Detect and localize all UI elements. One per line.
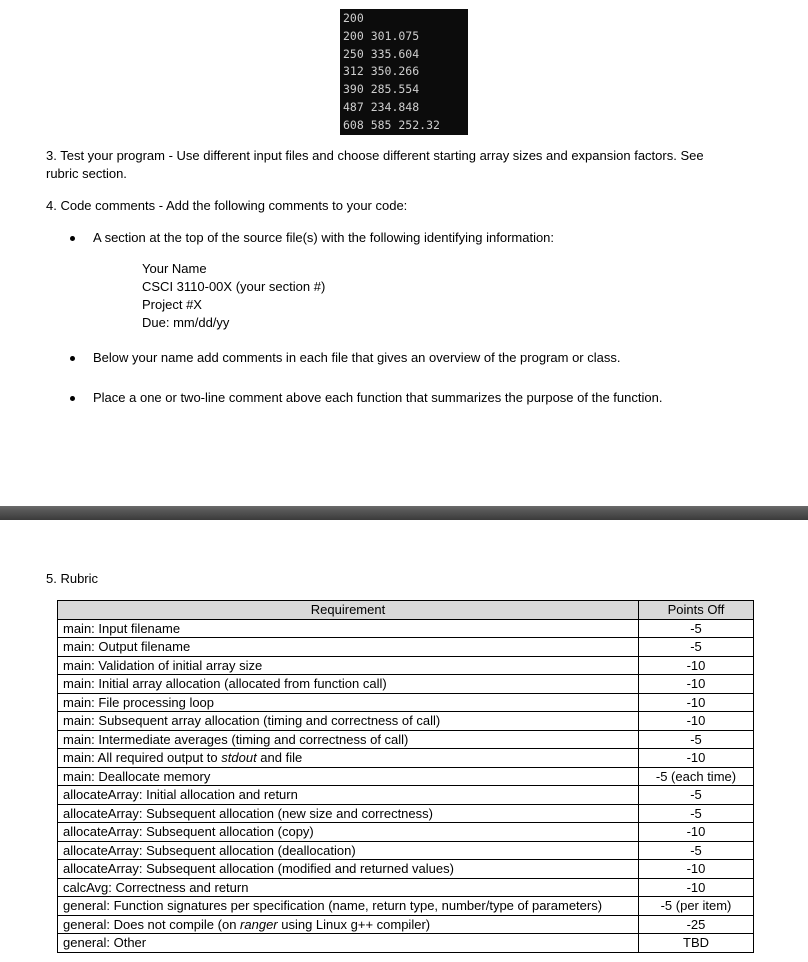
requirement-cell — [58, 767, 639, 786]
bullet-icon — [70, 236, 75, 241]
requirement-cell — [58, 730, 639, 749]
points-cell: -5 — [639, 804, 754, 823]
requirement-text: main: Initial array allocation (allocated from function call) — [63, 676, 387, 692]
terminal-line: 200 301.075 — [343, 28, 420, 43]
points-cell: -10 — [639, 878, 754, 897]
rubric-heading: 5. Rubric — [46, 571, 99, 586]
requirement-emphasis: ranger — [240, 916, 278, 932]
step3-text-line2: rubric section. — [46, 166, 127, 181]
table-row — [58, 675, 754, 694]
requirement-text: main: Output filename — [63, 639, 191, 655]
requirement-text: main: Subsequent array allocation (timing and correctness of call) — [63, 713, 441, 729]
points-cell: -10 — [639, 712, 754, 731]
bullet-icon — [70, 396, 75, 401]
requirement-cell — [58, 841, 639, 860]
bullet2-text: Below your name add comments in each file that gives an overview of the program or class. — [93, 350, 621, 365]
requirement-text-suffix: using Linux g++ compiler) — [277, 916, 431, 932]
terminal-line: 200 — [343, 11, 364, 25]
requirement-cell — [58, 638, 639, 657]
table-row — [58, 915, 754, 934]
id-line-course: CSCI 3110-00X (your section #) — [142, 279, 326, 294]
id-line-project: Project #X — [142, 297, 202, 312]
requirement-cell — [58, 897, 639, 916]
requirement-cell — [58, 619, 639, 638]
requirement-text: allocateArray: Subsequent allocation (modified and returned values) — [63, 861, 454, 877]
requirement-cell — [58, 675, 639, 694]
table-row — [58, 656, 754, 675]
points-cell: -5 (per item) — [639, 897, 754, 916]
table-row — [58, 878, 754, 897]
requirement-text: general: Function signatures per specification (name, return type, number/type of parameters) — [63, 898, 603, 914]
points-cell: -10 — [639, 860, 754, 879]
requirement-text: general: Other — [63, 935, 147, 951]
requirement-column-header: Requirement — [58, 601, 639, 620]
bullet-icon — [70, 356, 75, 361]
table-row — [58, 619, 754, 638]
requirement-text: allocateArray: Subsequent allocation (new size and correctness) — [63, 805, 433, 821]
bullet1-text: A section at the top of the source file(s) with the following identifying information: — [93, 230, 555, 245]
requirement-cell — [58, 656, 639, 675]
requirement-cell — [58, 915, 639, 934]
points-cell: -10 — [639, 693, 754, 712]
points-cell: -5 (each time) — [639, 767, 754, 786]
requirement-cell — [58, 786, 639, 805]
requirement-text: main: All required output to — [63, 750, 222, 766]
requirement-text: main: Input filename — [63, 620, 181, 636]
step3-text-line1: 3. Test your program - Use different input files and choose different starting array sizes and expansion factors. See — [46, 148, 704, 163]
table-row — [58, 749, 754, 768]
rubric-table-body — [58, 619, 754, 952]
points-cell: TBD — [639, 934, 754, 953]
table-row — [58, 823, 754, 842]
terminal-output — [340, 9, 468, 135]
table-row — [58, 934, 754, 953]
table-row — [58, 693, 754, 712]
terminal-line: 250 335.604 — [343, 46, 420, 61]
points-cell: -5 — [639, 841, 754, 860]
requirement-cell — [58, 749, 639, 768]
requirement-cell — [58, 804, 639, 823]
table-row — [58, 841, 754, 860]
points-cell: -5 — [639, 619, 754, 638]
requirement-cell — [58, 860, 639, 879]
requirement-text: allocateArray: Subsequent allocation (copy) — [63, 824, 314, 840]
requirement-text: allocateArray: Initial allocation and return — [63, 787, 298, 803]
requirement-text-suffix: and file — [256, 750, 303, 766]
requirement-text: allocateArray: Subsequent allocation (deallocation) — [63, 842, 356, 858]
rubric-table — [57, 600, 754, 953]
table-header-row — [58, 601, 754, 620]
requirement-text: calcAvg: Correctness and return — [63, 879, 249, 895]
requirement-emphasis: stdout — [221, 750, 257, 766]
requirement-cell — [58, 934, 639, 953]
id-line-name: Your Name — [142, 261, 207, 276]
requirement-text: general: Does not compile (on — [63, 916, 241, 932]
requirement-cell — [58, 693, 639, 712]
requirement-text: main: Deallocate memory — [63, 768, 211, 784]
requirement-cell — [58, 712, 639, 731]
table-row — [58, 712, 754, 731]
step4-heading: 4. Code comments - Add the following comments to your code: — [46, 198, 408, 213]
table-row — [58, 767, 754, 786]
id-line-due: Due: mm/dd/yy — [142, 315, 230, 330]
points-cell: -10 — [639, 675, 754, 694]
points-cell: -10 — [639, 823, 754, 842]
points-column-header: Points Off — [639, 601, 754, 620]
requirement-text: main: File processing loop — [63, 694, 215, 710]
table-row — [58, 786, 754, 805]
requirement-text: main: Validation of initial array size — [63, 657, 263, 673]
points-cell: -5 — [639, 786, 754, 805]
table-row — [58, 897, 754, 916]
points-cell: -25 — [639, 915, 754, 934]
points-cell: -10 — [639, 749, 754, 768]
identifying-info-block — [142, 260, 325, 332]
requirement-cell — [58, 878, 639, 897]
terminal-line: 312 350.266 — [343, 64, 420, 79]
terminal-line: 390 285.554 — [343, 82, 420, 97]
table-row — [58, 860, 754, 879]
points-cell: -5 — [639, 638, 754, 657]
table-row — [58, 638, 754, 657]
points-cell: -5 — [639, 730, 754, 749]
table-row — [58, 804, 754, 823]
table-row — [58, 730, 754, 749]
points-cell: -10 — [639, 656, 754, 675]
terminal-line: 608 585 252.32 — [343, 117, 440, 132]
requirement-cell — [58, 823, 639, 842]
terminal-line: 487 234.848 — [343, 99, 420, 114]
bullet3-text: Place a one or two-line comment above each function that summarizes the purpose of the function. — [93, 390, 663, 405]
requirement-text: main: Intermediate averages (timing and correctness of call) — [63, 731, 409, 747]
page-divider — [0, 506, 808, 520]
